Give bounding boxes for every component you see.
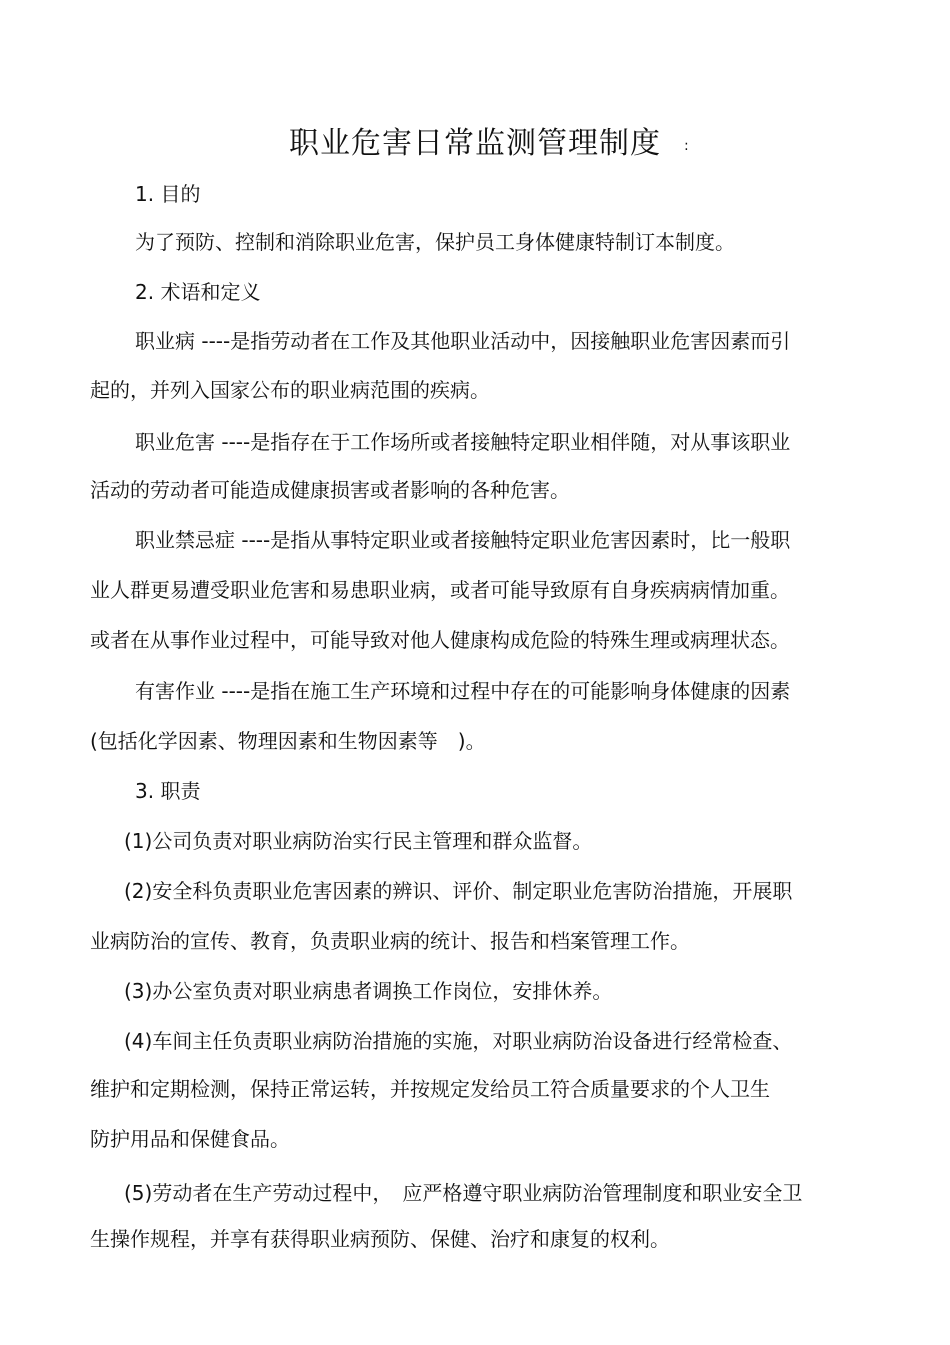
paragraph-line: 有害作业 ----是指在施工生产环境和过程中存在的可能影响身体健康的因素 [135, 679, 791, 703]
paragraph-line: 业人群更易遭受职业危害和易患职业病，或者可能导致原有自身疾病病情加重。 [90, 578, 790, 602]
section-heading: 3. 职责 [135, 779, 201, 803]
paragraph-line: (5)劳动者在生产劳动过程中， 应严格遵守职业病防治管理制度和职业安全卫 [124, 1181, 803, 1205]
title-mark: : [684, 138, 689, 154]
paragraph-line: (1)公司负责对职业病防治实行民主管理和群众监督。 [124, 829, 593, 853]
paragraph-line: 为了预防、控制和消除职业危害，保护员工身体健康特制订本制度。 [135, 230, 735, 254]
paragraph-line: 维护和定期检测，保持正常运转，并按规定发给员工符合质量要求的个人卫生 [90, 1077, 770, 1101]
paragraph-line: 或者在从事作业过程中，可能导致对他人健康构成危险的特殊生理或病理状态。 [90, 628, 790, 652]
paragraph-line: (3)办公室负责对职业病患者调换工作岗位，安排休养。 [124, 979, 613, 1003]
paragraph-line: 业病防治的宣传、教育，负责职业病的统计、报告和档案管理工作。 [90, 929, 690, 953]
paragraph-line: 生操作规程，并享有获得职业病预防、保健、治疗和康复的权利。 [90, 1227, 670, 1251]
paragraph-line: (4)车间主任负责职业病防治措施的实施，对职业病防治设备进行经常检查、 [124, 1029, 793, 1053]
section-heading: 1. 目的 [135, 182, 201, 206]
paragraph-line: 职业病 ----是指劳动者在工作及其他职业活动中，因接触职业危害因素而引 [135, 329, 791, 353]
paragraph-line: 职业危害 ----是指存在于工作场所或者接触特定职业相伴随，对从事该职业 [135, 430, 791, 454]
document-title: 职业危害日常监测管理制度 [289, 126, 661, 161]
paragraph-line: (包括化学因素、物理因素和生物因素等 )。 [90, 729, 486, 753]
paragraph-line: 职业禁忌症 ----是指从事特定职业或者接触特定职业危害因素时，比一般职 [135, 528, 791, 552]
paragraph-line: 起的，并列入国家公布的职业病范围的疾病。 [90, 378, 490, 402]
paragraph-line: (2)安全科负责职业危害因素的辨识、评价、制定职业危害防治措施，开展职 [124, 879, 793, 903]
paragraph-line: 防护用品和保健食品。 [90, 1127, 290, 1151]
section-heading: 2. 术语和定义 [135, 280, 261, 304]
paragraph-line: 活动的劳动者可能造成健康损害或者影响的各种危害。 [90, 478, 570, 502]
